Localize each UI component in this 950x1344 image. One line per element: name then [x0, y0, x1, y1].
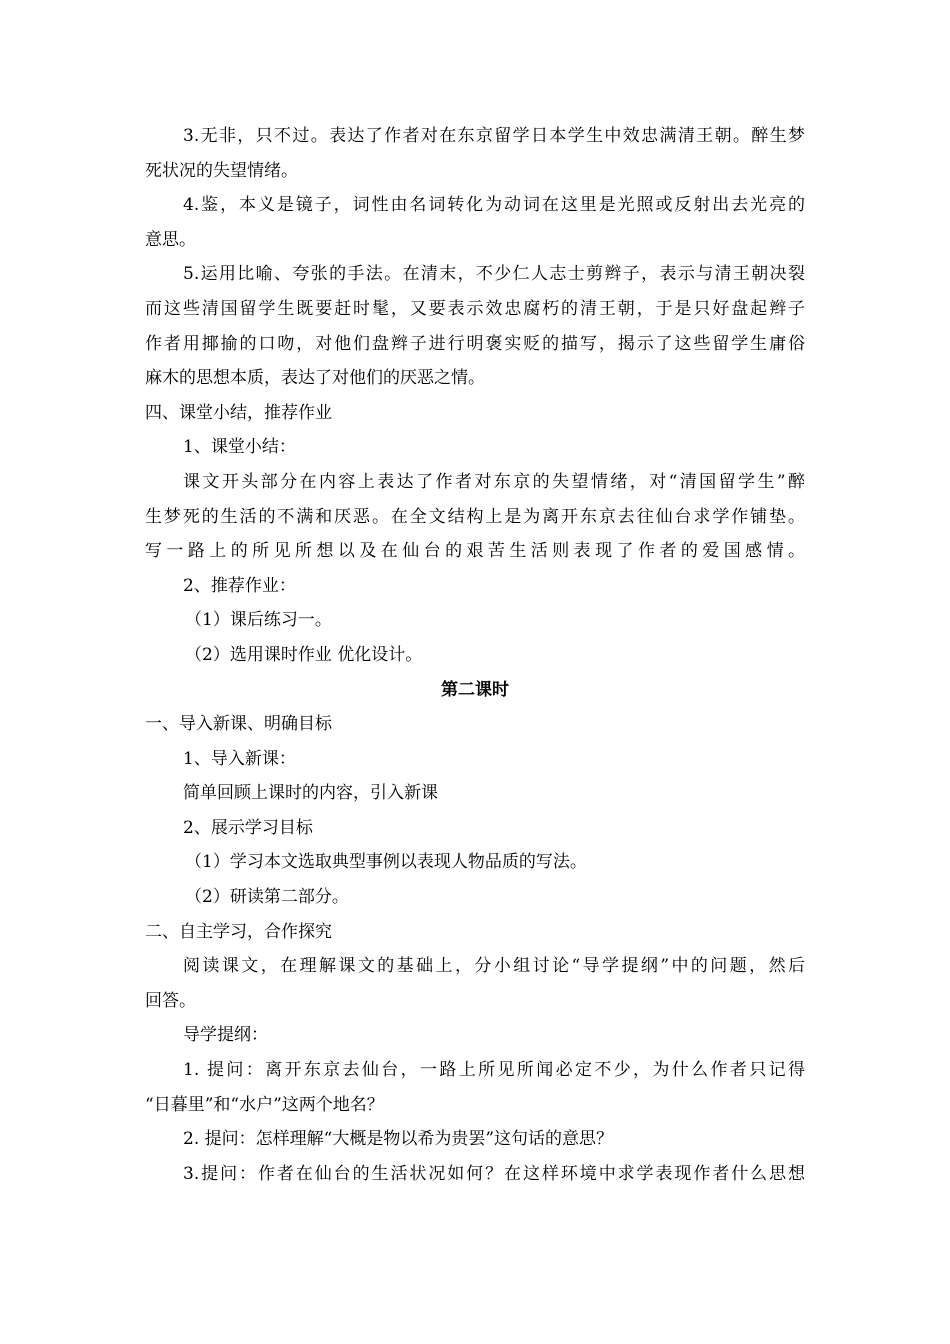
text-line: 死状况的失望情绪。	[145, 160, 298, 181]
text-line: 意思。	[145, 229, 196, 250]
text-line: 1、课堂小结：	[183, 437, 296, 458]
text-line: （1）课后练习一。	[185, 610, 332, 631]
text-line: 3.提问：作者在仙台的生活状况如何？在这样环境中求学表现作者什么思想	[183, 1163, 805, 1184]
text-line: 1、导入新课：	[183, 748, 296, 769]
section-heading: 第二课时	[441, 679, 509, 700]
text-line: 二、自主学习，合作探究	[145, 921, 332, 942]
text-line: 四、课堂小结，推荐作业	[145, 402, 332, 423]
text-line: 2. 提问：怎样理解“大概是物以希为贵罢”这句话的意思？	[183, 1129, 614, 1150]
text-line: 3.无非，只不过。表达了作者对在东京留学日本学生中效忠满清王朝。醉生梦	[183, 126, 805, 146]
text-line: 写一路上的所见所想以及在仙台的艰苦生活则表现了作者的爱国感情。	[145, 541, 805, 562]
text-line: 2、展示学习目标	[183, 817, 313, 838]
text-line: 回答。	[145, 990, 196, 1011]
text-line: （1）学习本文选取典型事例以表现人物品质的写法。	[185, 852, 587, 873]
text-line: 5.运用比喻、夸张的手法。在清末，不少仁人志士剪辫子，表示与清王朝决裂	[183, 264, 805, 285]
text-line: 4.鉴，本义是镜子，词性由名词转化为动词在这里是光照或反射出去光亮的	[183, 195, 805, 216]
text-line: 一、导入新课、明确目标	[145, 714, 332, 735]
text-line: 阅读课文，在理解课文的基础上，分小组讨论“导学提纲”中的问题，然后	[183, 956, 805, 977]
text-line: “日暮里”和“水户”这两个地名？	[145, 1094, 384, 1115]
text-line: 作者用揶揄的口吻，对他们盘辫子进行明褒实贬的描写，揭示了这些留学生庸俗	[145, 333, 805, 354]
text-line: 简单回顾上课时的内容，引入新课	[183, 783, 438, 804]
text-line: 2、推荐作业：	[183, 575, 296, 596]
text-line: 生梦死的生活的不满和厌恶。在全文结构上是为离开东京去往仙台求学作铺垫。	[145, 506, 805, 527]
text-line: 麻木的思想本质，表达了对他们的厌恶之情。	[145, 368, 485, 389]
text-line: 导学提纲：	[183, 1025, 268, 1046]
text-line: 课文开头部分在内容上表达了作者对东京的失望情绪，对“清国留学生”醉	[183, 471, 805, 492]
text-line: （2）研读第二部分。	[185, 887, 349, 908]
text-line: 而这些清国留学生既要赶时髦，又要表示效忠腐朽的清王朝，于是只好盘起辫子	[145, 298, 805, 319]
text-line: （2）选用课时作业 优化设计。	[185, 644, 423, 665]
document-body	[145, 119, 805, 1191]
text-line: 1. 提问：离开东京去仙台，一路上所见所闻必定不少，为什么作者只记得	[183, 1060, 805, 1081]
